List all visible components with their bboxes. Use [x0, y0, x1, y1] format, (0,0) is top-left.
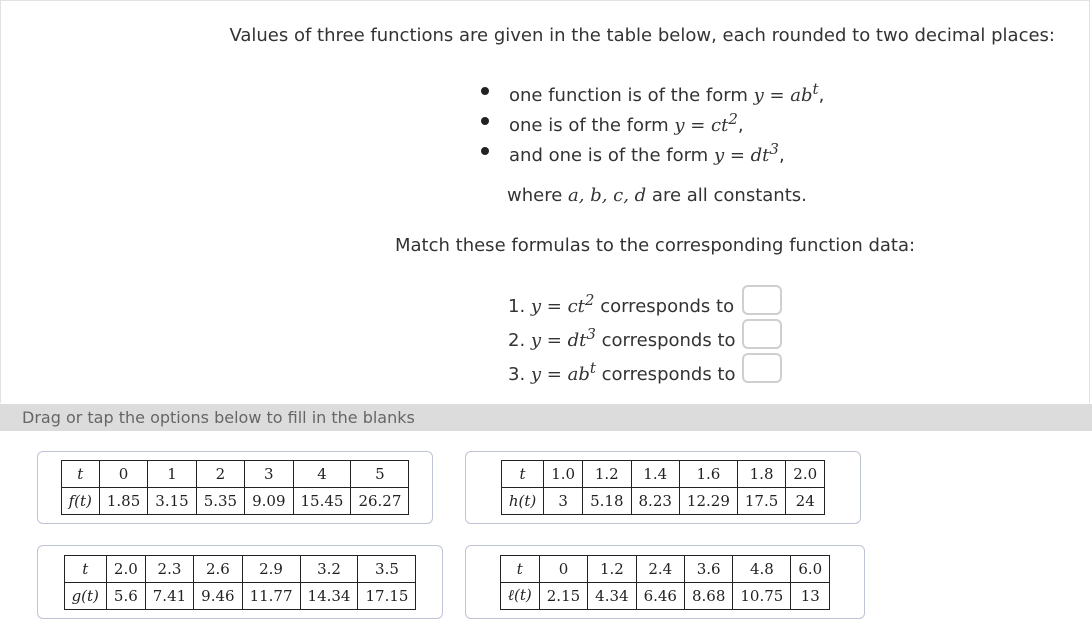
- table-cell: 6.46: [636, 582, 684, 609]
- table-cell: 1.8: [737, 461, 785, 488]
- table-row-values: [501, 488, 824, 515]
- table-cell: 6.0: [791, 555, 830, 582]
- function-table-l: [500, 555, 830, 610]
- table-row-t: [61, 461, 409, 488]
- table-cell: 4.8: [733, 555, 791, 582]
- table-cell: 3: [544, 488, 583, 515]
- table-cell: 10.75: [733, 582, 791, 609]
- answer-blank-3[interactable]: [742, 353, 782, 383]
- table-cell: 4.34: [588, 582, 636, 609]
- answer-blank-2[interactable]: [742, 319, 782, 349]
- table-cell: 3.6: [684, 555, 732, 582]
- table-cell: 1.2: [588, 555, 636, 582]
- table-row-t: [501, 461, 824, 488]
- table-cell-label: ℓ(t): [500, 582, 539, 609]
- table-cell: 0: [99, 461, 147, 488]
- table-cell: 2.4: [636, 555, 684, 582]
- table-cell: 15.45: [293, 488, 351, 515]
- table-cell: 2.0: [786, 461, 825, 488]
- table-cell-label: t: [61, 461, 99, 488]
- table-cell: 1: [148, 461, 196, 488]
- answer-blank-1[interactable]: [742, 285, 782, 315]
- option-table-f[interactable]: [37, 451, 433, 524]
- table-cell: 2: [196, 461, 244, 488]
- match-row-1: 1. $y = ct^2$ corresponds to: [508, 291, 735, 317]
- table-cell: 5.6: [106, 582, 145, 609]
- table-row-values: [61, 488, 409, 515]
- table-cell: 1.0: [544, 461, 583, 488]
- problem-intro: Values of three functions are given in the table below, each rounded to two decimal places:: [229, 25, 1055, 46]
- table-cell: 2.6: [194, 555, 242, 582]
- table-row-values: [500, 582, 829, 609]
- table-cell: 2.9: [242, 555, 300, 582]
- table-cell: 1.6: [679, 461, 737, 488]
- option-table-g[interactable]: [37, 545, 443, 619]
- table-cell: 17.15: [358, 582, 416, 609]
- table-row-values: [64, 582, 416, 609]
- table-cell: 2.3: [145, 555, 193, 582]
- table-cell: 2.15: [539, 582, 587, 609]
- table-cell: 4: [293, 461, 351, 488]
- table-cell: 17.5: [737, 488, 785, 515]
- table-row-t: [500, 555, 829, 582]
- table-cell: 7.41: [145, 582, 193, 609]
- table-cell: 3.5: [358, 555, 416, 582]
- table-cell: 26.27: [351, 488, 409, 515]
- table-cell: 5.18: [583, 488, 631, 515]
- table-cell: 1.4: [631, 461, 679, 488]
- function-table-h: [501, 460, 825, 515]
- form-list: [479, 74, 824, 164]
- table-cell: 14.34: [300, 582, 358, 609]
- table-cell: 5: [351, 461, 409, 488]
- function-table-f: [61, 460, 410, 515]
- table-cell: 1.2: [583, 461, 631, 488]
- table-cell-label: f(t): [61, 488, 99, 515]
- table-cell-label: t: [500, 555, 539, 582]
- table-cell-label: g(t): [64, 582, 106, 609]
- match-prompt: Match these formulas to the corresponding function data:: [395, 235, 916, 256]
- table-row-t: [64, 555, 416, 582]
- match-row-2: 2. $y = dt^3$ corresponds to: [508, 325, 736, 351]
- option-table-h[interactable]: [465, 451, 861, 524]
- table-cell: 3.2: [300, 555, 358, 582]
- table-cell: 3.15: [148, 488, 196, 515]
- table-cell: 8.68: [684, 582, 732, 609]
- drag-instruction-bar: Drag or tap the options below to fill in the blanks: [0, 404, 1092, 431]
- form-item-quadratic: one is of the form $y = ct^2$,: [479, 104, 824, 134]
- match-row-3: 3. $y = ab^t$ corresponds to: [508, 359, 736, 385]
- table-cell-label: t: [501, 461, 543, 488]
- table-cell: 0: [539, 555, 587, 582]
- table-cell: 12.29: [679, 488, 737, 515]
- option-table-l[interactable]: [465, 545, 865, 619]
- table-cell-label: t: [64, 555, 106, 582]
- form-item-exponential: one function is of the form $y = ab^t$,: [479, 74, 824, 104]
- table-cell: 1.85: [99, 488, 147, 515]
- table-cell: 3: [245, 461, 293, 488]
- table-cell: 11.77: [242, 582, 300, 609]
- table-cell: 5.35: [196, 488, 244, 515]
- table-cell: 24: [786, 488, 825, 515]
- table-cell: 2.0: [106, 555, 145, 582]
- table-cell: 13: [791, 582, 830, 609]
- constants-note: where a, b, c, d are all constants.: [507, 185, 807, 206]
- table-cell: 8.23: [631, 488, 679, 515]
- function-table-g: [64, 555, 417, 610]
- table-cell: 9.09: [245, 488, 293, 515]
- form-item-cubic: and one is of the form $y = dt^3$,: [479, 134, 824, 164]
- table-cell-label: h(t): [501, 488, 543, 515]
- table-cell: 9.46: [194, 582, 242, 609]
